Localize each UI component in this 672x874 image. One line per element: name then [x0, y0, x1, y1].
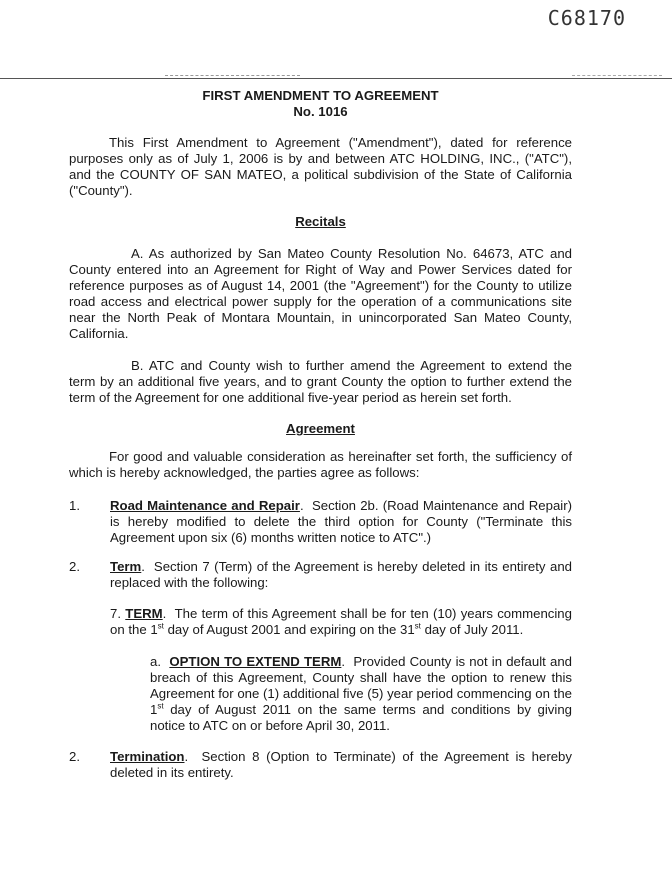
item-number: 1.	[69, 498, 80, 513]
item-heading: Road Maintenance and Repair	[110, 498, 300, 513]
option-text: Provided County is not in default and breach of this Agreement, County shall have the option to renew this Agreement for one (1) additional five (5) year period commencing on the 1	[150, 654, 572, 717]
option-heading: OPTION TO EXTEND TERM	[169, 654, 342, 669]
recital-a: A. As authorized by San Mateo County Resolution No. 64673, ATC and County entered into an Agreement for Right of Way and Power Services dated for reference purposes as of August 14, 2001 (the "Agreement") for the County to utilize road access and electrical power supply for the operation of a communications site near the North Peak of Montara Mountain, in unincorporated San Mateo County, California.	[69, 246, 572, 341]
item-body: Road Maintenance and Repair. Section 2b. (Road Maintenance and Repair) is hereby modified to delete the third option for County ("Terminate this Agreement upon six (6) months written notice to ATC".)	[110, 498, 573, 545]
option-text: day of August 2011 on the same terms and conditions by giving notice to ATC on or before April 30, 2011.	[150, 702, 572, 733]
item-text: Section 8 (Option to Terminate) of the Agreement is hereby deleted in its entirety.	[110, 749, 572, 780]
option-label: a.	[150, 654, 161, 669]
recitals-heading: Recitals	[295, 214, 346, 229]
term-text: day of July 2011.	[420, 622, 524, 637]
item-heading: Term	[110, 559, 142, 574]
document-number: No. 1016	[293, 104, 348, 119]
item-number: 2.	[69, 559, 80, 574]
option-to-extend: a. OPTION TO EXTEND TERM. Provided County is not in default and breach of this Agreement, County shall have the option to renew this Agreement for one (1) additional five (5) year period commencing on the 1st day of August 2011 on the same terms and conditions by giving notice to ATC on or before April 30, 2011.	[150, 654, 572, 733]
term-section-7: 7. TERM. The term of this Agreement shall be for ten (10) years commencing on the 1st day of August 2001 and expiring on the 31st day of July 2011.	[110, 606, 572, 637]
term-number: 7.	[110, 606, 121, 621]
ordinal-suffix: st	[157, 701, 164, 711]
ordinal-suffix: st	[157, 621, 164, 631]
document-body	[69, 88, 572, 781]
scan-artifact-line	[165, 75, 300, 76]
item-text: Section 7 (Term) of the Agreement is hereby deleted in its entirety and replaced with the following:	[110, 559, 572, 590]
item-body: Termination. Section 8 (Option to Terminate) of the Agreement is hereby deleted in its entirety.	[110, 749, 572, 780]
document-stamp-number: C68170	[547, 6, 626, 30]
term-heading: TERM	[125, 606, 163, 621]
item-number: 2.	[69, 749, 80, 764]
recital-b: B. ATC and County wish to further amend the Agreement to extend the term by an additional five years, and to grant County the option to further extend the term of the Agreement for one additional five-year period as herein set forth.	[69, 358, 572, 405]
document-title: FIRST AMENDMENT TO AGREEMENT	[202, 88, 439, 103]
intro-paragraph: This First Amendment to Agreement ("Amendment"), dated for reference purposes only as of July 1, 2006 is by and between ATC HOLDING, INC., ("ATC"), and the COUNTY OF SAN MATEO, a political subdivision of the State of California ("County").	[69, 135, 572, 198]
term-text: The term of this Agreement shall be for ten (10) years commencing on the 1	[110, 606, 572, 637]
agreement-heading: Agreement	[286, 421, 355, 436]
item-body: Term. Section 7 (Term) of the Agreement is hereby deleted in its entirety and replaced with the following:	[110, 559, 572, 590]
scan-artifact-line-right	[572, 75, 662, 76]
ordinal-suffix: st	[414, 621, 421, 631]
item-termination	[69, 749, 572, 781]
term-text: day of August 2001 and expiring on the 31	[163, 622, 415, 637]
header-rule	[0, 78, 672, 79]
agreement-intro: For good and valuable consideration as hereinafter set forth, the sufficiency of which is hereby acknowledged, the parties agree as follows:	[69, 449, 572, 480]
item-text: Section 2b. (Road Maintenance and Repair) is hereby modified to delete the third option for County ("Terminate this Agreement upon six (6) months written notice to ATC".)	[110, 498, 573, 545]
item-heading: Termination	[110, 749, 185, 764]
item-road-maintenance	[69, 498, 572, 546]
item-term	[69, 559, 572, 591]
